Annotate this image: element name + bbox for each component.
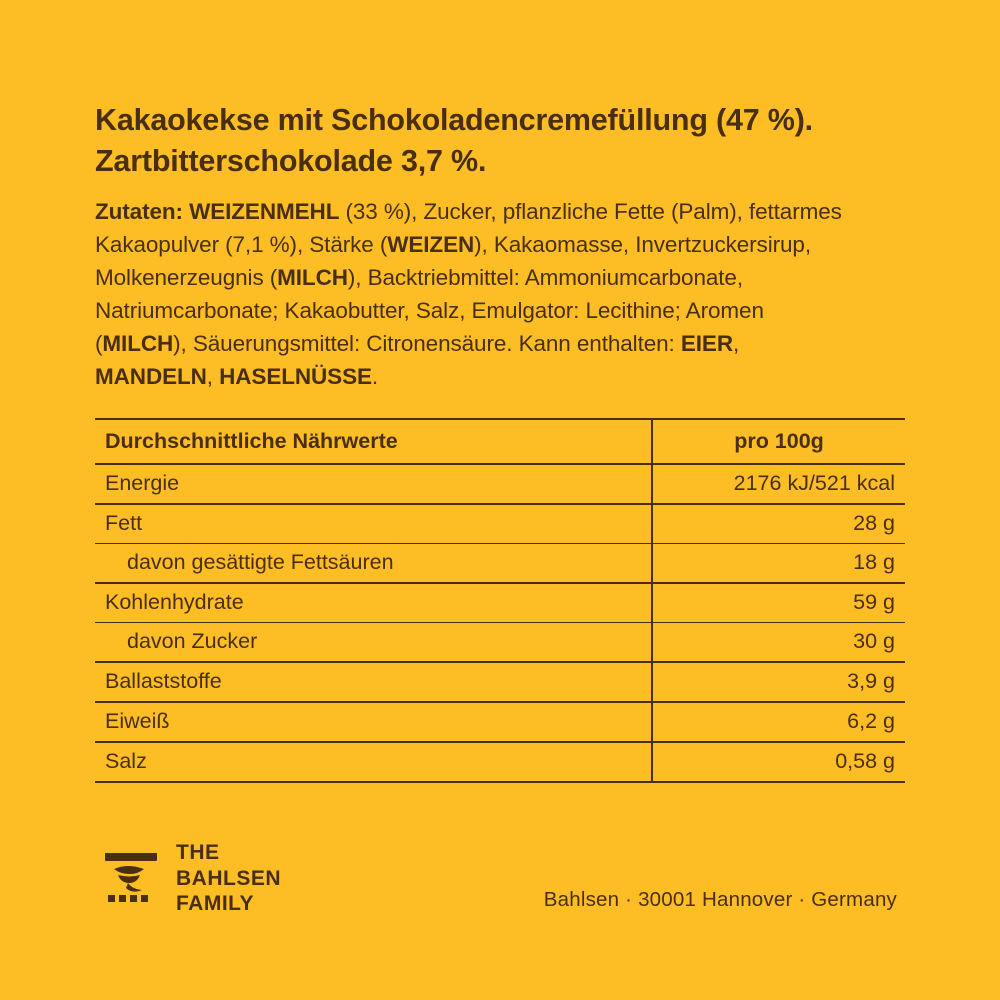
ingredient-emphasis: HASELNÜSSE xyxy=(219,364,372,390)
tet-logo-icon xyxy=(100,847,162,909)
ingredient-text: ), Backtriebmittel: Ammoniumcarbonate, Natriumcarbonate; Kakaobutter, Salz, Emulgator: Lecithine; Aromen ( xyxy=(95,265,764,357)
brand-line-3: FAMILY xyxy=(176,892,255,916)
nutrient-value: 30 g xyxy=(652,622,905,662)
nutrient-label: Fett xyxy=(95,504,652,544)
nutrition-header-label: Durchschnittliche Nährwerte xyxy=(95,419,652,464)
nutrient-value: 6,2 g xyxy=(652,702,905,742)
nutrient-label: Eiweiß xyxy=(95,702,652,742)
table-row xyxy=(95,662,905,702)
ingredient-text: ), Säuerungsmittel: Citronensäure. Kann enthalten: xyxy=(173,331,681,357)
nutrient-value: 3,9 g xyxy=(652,662,905,702)
nutrient-label: davon gesättigte Fettsäuren xyxy=(95,543,652,583)
brand-line-1: THE xyxy=(176,841,220,864)
company-address: Bahlsen · 30001 Hannover · Germany xyxy=(543,888,897,911)
nutrient-value: 2176 kJ/521 kcal xyxy=(652,464,905,504)
nutrient-label: davon Zucker xyxy=(95,622,652,662)
nutrient-value: 0,58 g xyxy=(652,742,905,782)
table-row xyxy=(95,464,905,504)
brand-line-2: BAHLSEN xyxy=(176,866,282,890)
nutrient-label: Salz xyxy=(95,742,652,782)
table-row xyxy=(95,583,905,623)
nutrient-value: 18 g xyxy=(652,543,905,583)
ingredient-text: , xyxy=(732,331,740,357)
ingredient-emphasis: EIER xyxy=(680,331,733,357)
ingredients-paragraph xyxy=(95,195,855,393)
ingredient-text: (33 %), Zucker, pflanzliche Fette (Palm), fettarmes Kakaopulver (7,1 %), Stärke ( xyxy=(95,199,842,258)
nutrient-value: 59 g xyxy=(652,583,905,623)
nutrition-table-head xyxy=(95,419,905,464)
ingredient-emphasis: MANDELN xyxy=(95,364,207,390)
nutrition-table xyxy=(95,418,905,783)
ingredient-emphasis: MILCH xyxy=(102,331,174,357)
nutrient-value: 28 g xyxy=(652,504,905,544)
nutrient-label: Ballaststoffe xyxy=(95,662,652,702)
table-row xyxy=(95,622,905,662)
ingredient-emphasis: Zutaten: xyxy=(95,199,190,225)
ingredient-emphasis: WEIZENMEHL xyxy=(189,199,340,225)
ingredient-emphasis: MILCH xyxy=(277,265,348,291)
table-header-row xyxy=(95,419,905,464)
product-headline: Kakaokekse mit Schokoladencremefüllung (47 %). Zartbitterschokolade 3,7 %. xyxy=(95,103,813,178)
nutrition-table-body xyxy=(95,464,905,782)
nutrient-label: Energie xyxy=(105,470,180,495)
brand-lockup xyxy=(100,840,281,917)
nutrient-label: Kohlenhydrate xyxy=(95,583,652,623)
table-row xyxy=(95,742,905,782)
table-row xyxy=(95,543,905,583)
table-row xyxy=(95,702,905,742)
table-row xyxy=(95,504,905,544)
nutrition-header-value: pro 100g xyxy=(652,419,905,464)
ingredient-text: ), Kakaomasse, Invertzuckersirup, Molkenerzeugnis ( xyxy=(95,232,811,291)
ingredient-text: , xyxy=(206,364,220,390)
footer xyxy=(95,840,905,920)
ingredient-emphasis: WEIZEN xyxy=(387,232,475,258)
ingredient-text: . xyxy=(371,364,379,390)
brand-wordmark xyxy=(176,840,281,917)
